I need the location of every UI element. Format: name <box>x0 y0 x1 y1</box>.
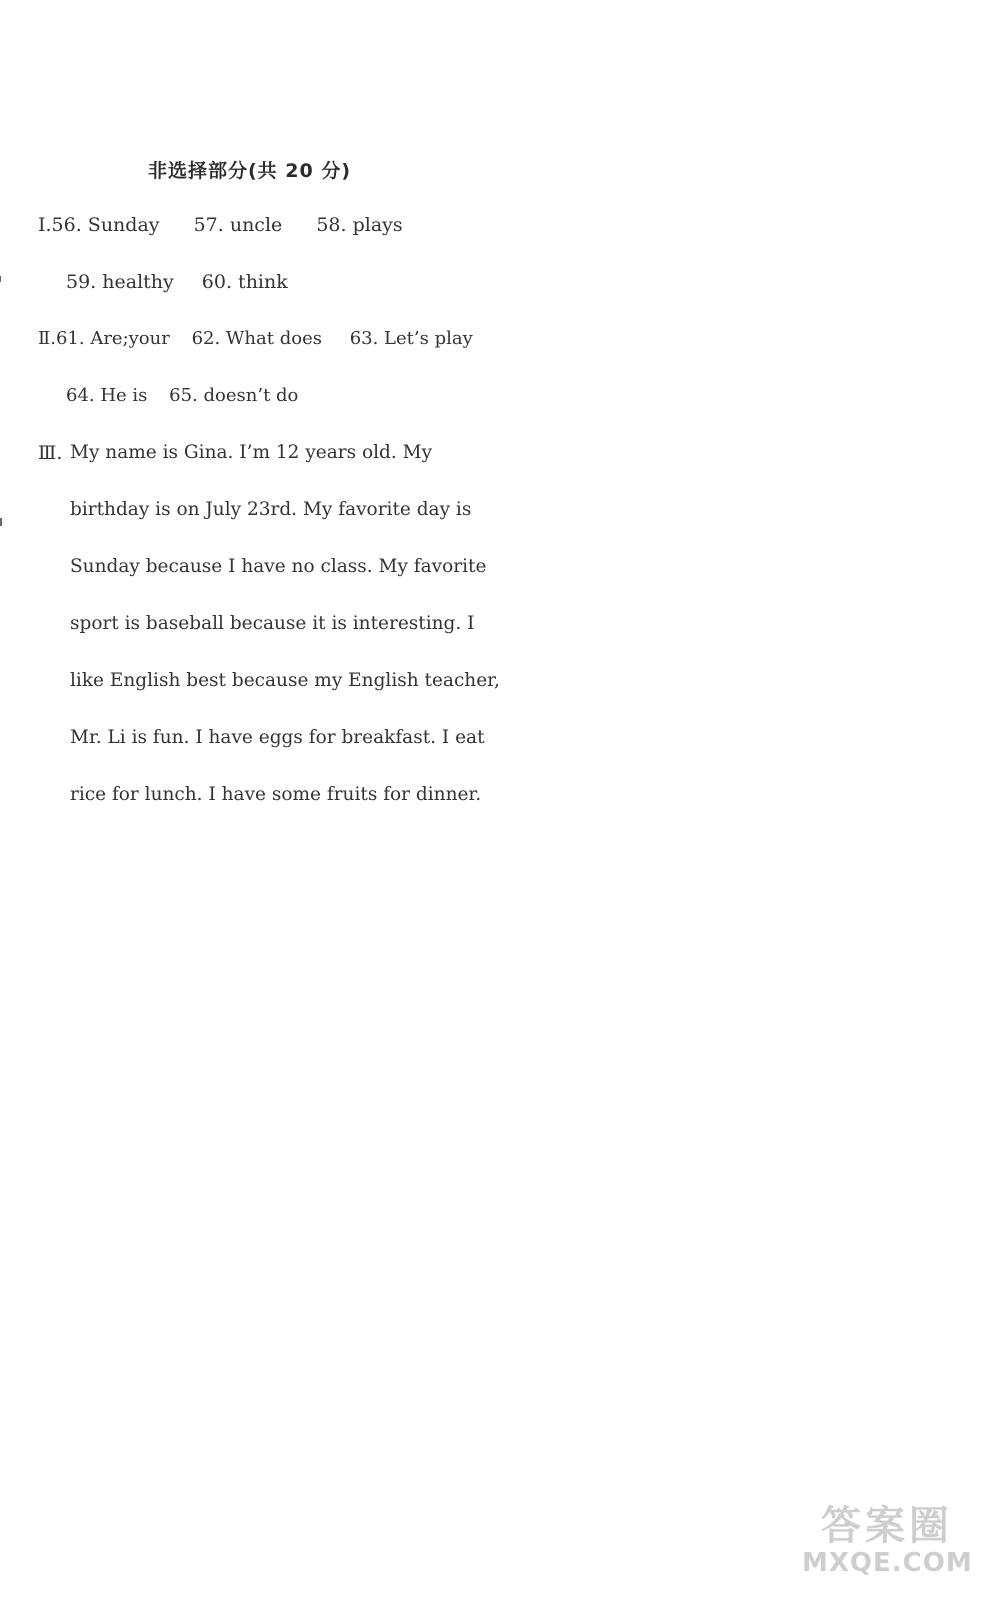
answer-58: 58. plays <box>316 214 403 236</box>
answer-65: 65. doesn’t do <box>169 385 299 406</box>
answer-56: 56. Sunday <box>51 214 160 236</box>
scan-speck <box>0 518 2 526</box>
watermark-logo <box>802 1504 972 1592</box>
paragraph-line: Sunday because I have no class. My favorite <box>70 556 487 577</box>
answer-61: 61. Are;your <box>55 328 170 349</box>
answer-59: 59. healthy <box>66 271 174 293</box>
part1-mark: Ⅰ. <box>38 214 52 236</box>
watermark-cn: 答案圈 <box>821 1503 953 1549</box>
section-title: 非选择部分(共 20 分) <box>148 160 352 182</box>
answer-64: 64. He is <box>66 385 148 406</box>
part2-row2 <box>66 385 298 406</box>
paragraph-line: sport is baseball because it is interesting. I <box>70 613 475 634</box>
paragraph-line: Mr. Li is fun. I have eggs for breakfast. I eat <box>70 727 485 748</box>
scan-speck <box>0 276 1 282</box>
watermark-en: MXQE.COM <box>802 1548 973 1578</box>
paragraph-line: like English best because my English teacher, <box>70 670 500 691</box>
answer-62: 62. What does <box>191 328 322 349</box>
part2-row1 <box>38 328 473 349</box>
answer-60: 60. think <box>201 271 288 293</box>
part2-mark: Ⅱ. <box>38 328 56 349</box>
paragraph-line: My name is Gina. I’m 12 years old. My <box>70 442 433 463</box>
answer-57: 57. uncle <box>193 214 283 236</box>
answer-63: 63. Let’s play <box>349 328 473 349</box>
part1-row1 <box>38 214 403 236</box>
part1-row2 <box>66 271 288 293</box>
part3-mark: Ⅲ. <box>38 442 63 464</box>
paragraph-line: birthday is on July 23rd. My favorite day is <box>70 499 472 520</box>
paragraph-line: rice for lunch. I have some fruits for dinner. <box>70 784 482 805</box>
